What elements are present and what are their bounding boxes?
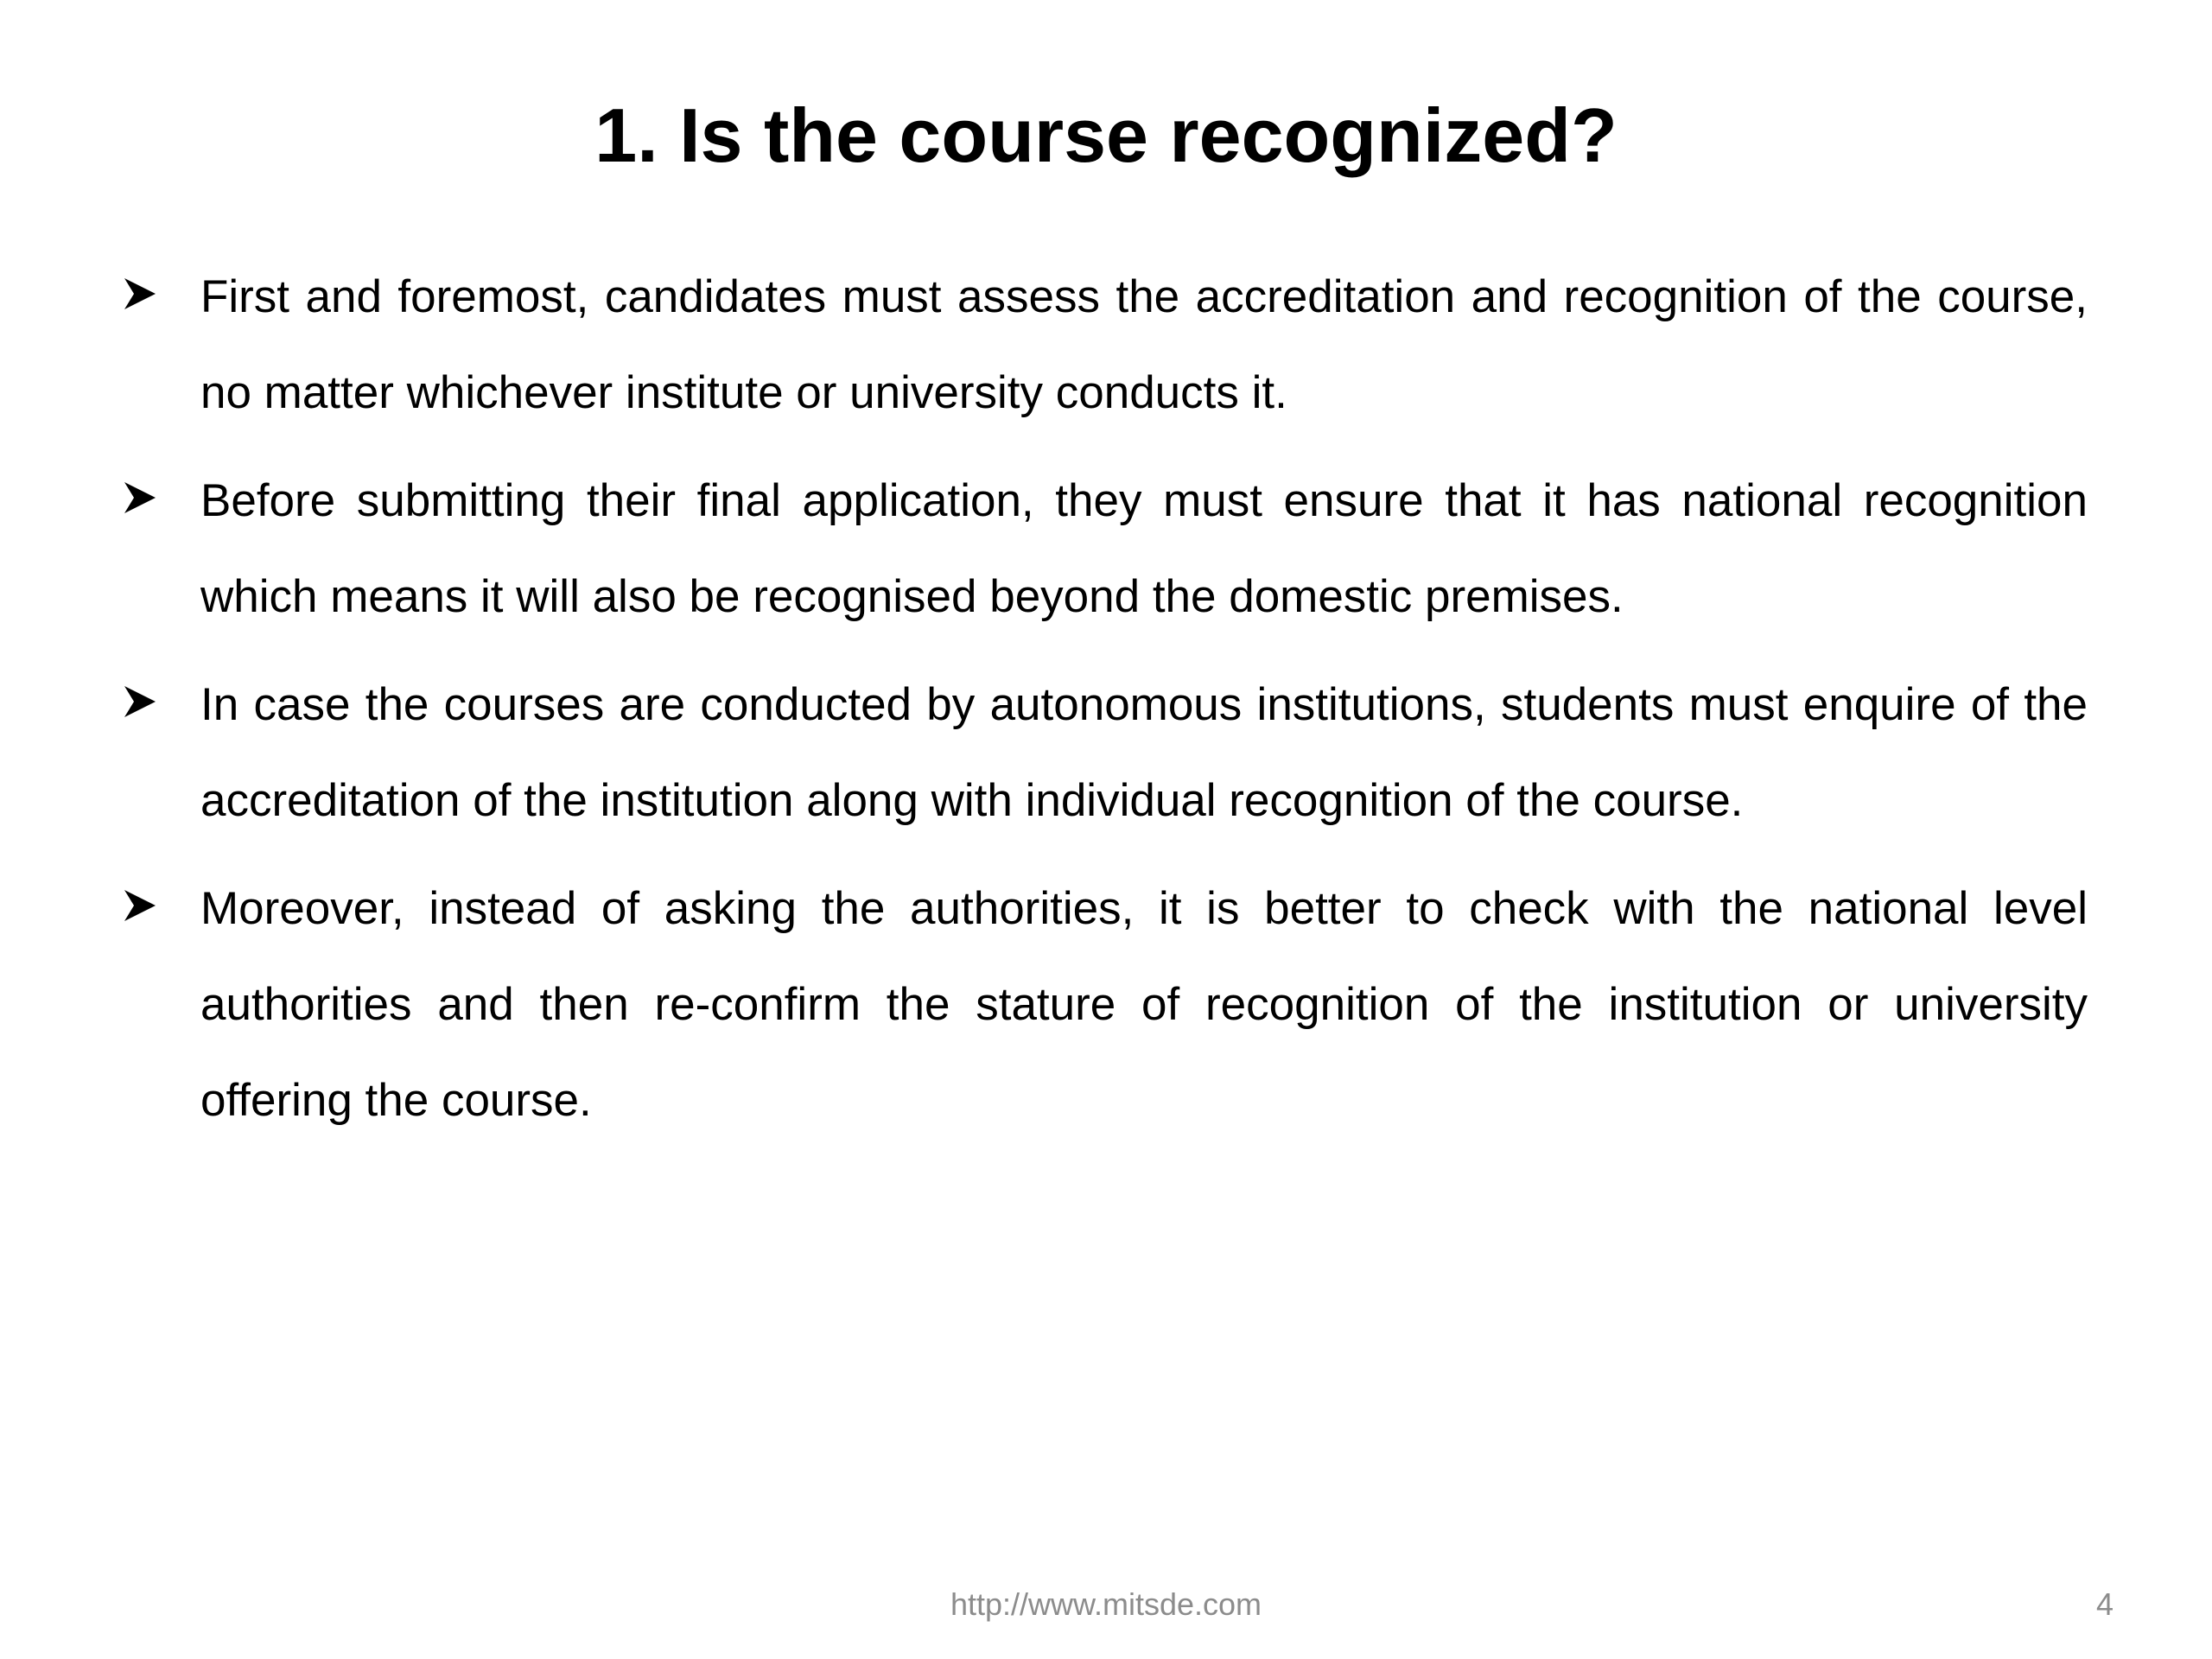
slide-title: 1. Is the course recognized? bbox=[594, 92, 1618, 178]
page-number: 4 bbox=[2095, 1586, 2113, 1622]
bullet-text: In case the courses are conducted by autonomous institutions, students must enquire of the accreditation of the institution along with individual recognition of the course. bbox=[200, 679, 2088, 826]
footer-url-link[interactable]: http://www.mitsde.com bbox=[950, 1586, 1262, 1622]
bullet-item bbox=[121, 861, 2088, 1148]
bullet-item bbox=[121, 249, 2088, 441]
bullet-text: First and foremost, candidates must assess the accreditation and recognition of the course, no matter whichever institute or university conducts it. bbox=[200, 271, 2088, 418]
bullet-list bbox=[121, 249, 2088, 1160]
bullet-text: Moreover, instead of asking the authorities, it is better to check with the national level authorities and then re-confirm the stature of recognition of the institution or university offering the course. bbox=[200, 883, 2088, 1126]
arrowhead-bullet-icon bbox=[121, 275, 159, 313]
arrowhead-bullet-icon bbox=[121, 683, 159, 721]
bullet-item bbox=[121, 657, 2088, 849]
arrowhead-bullet-icon bbox=[121, 887, 159, 925]
bullet-item bbox=[121, 453, 2088, 645]
arrowhead-bullet-icon bbox=[121, 479, 159, 517]
bullet-text: Before submitting their final application, they must ensure that it has national recognition which means it will also be recognised beyond the domestic premises. bbox=[200, 475, 2088, 622]
